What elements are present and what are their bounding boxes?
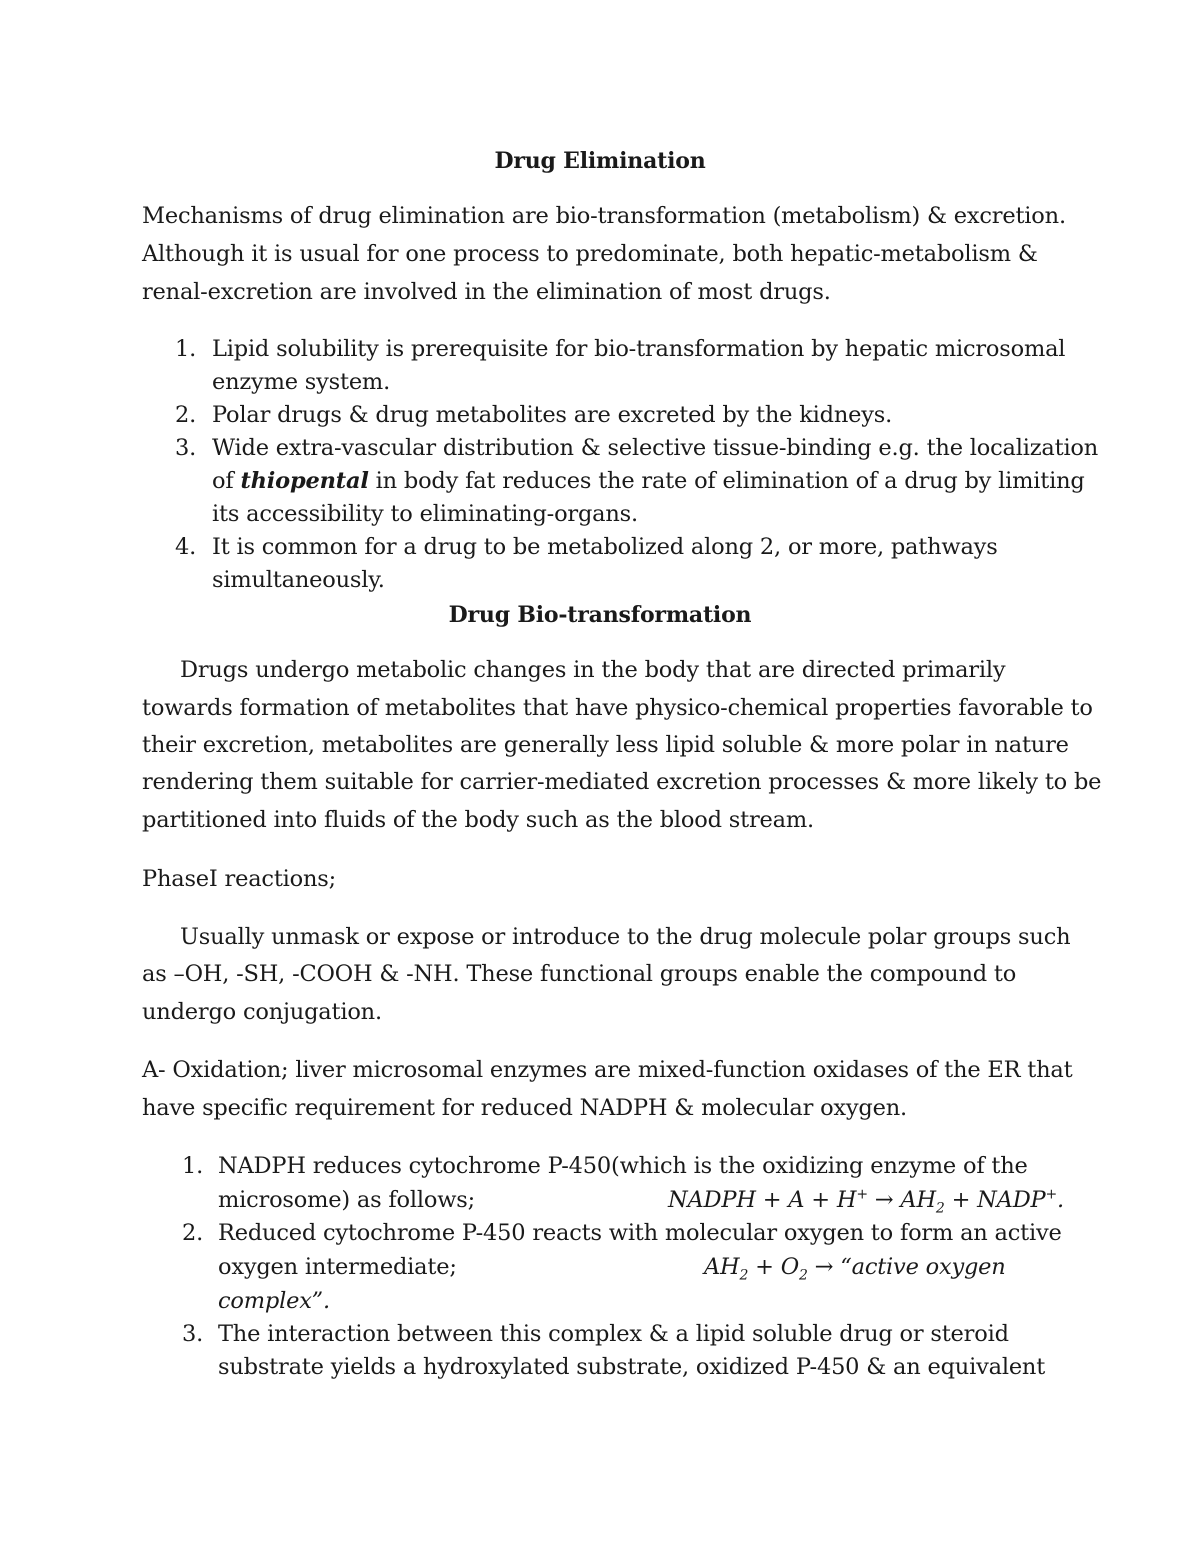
equation-nadph xyxy=(668,1186,1064,1217)
eq-text: AH xyxy=(704,1254,740,1280)
paragraph-line: partitioned into fluids of the body such as the blood stream. xyxy=(142,807,814,833)
eq-text: . xyxy=(1057,1187,1064,1213)
arrow-icon: → xyxy=(807,1254,841,1280)
eq-subscript: 2 xyxy=(799,1267,808,1284)
paragraph-line: their excretion, metabolites are generally less lipid soluble & more polar in nature xyxy=(142,732,1069,758)
list-item-line: It is common for a drug to be metabolized along 2, or more, pathways xyxy=(212,534,998,560)
list-number: 2. xyxy=(182,1220,204,1246)
list-item-text: in body fat reduces the rate of elimination of a drug by limiting xyxy=(368,468,1085,494)
list-number: 2. xyxy=(175,402,197,428)
list-number: 1. xyxy=(175,336,197,362)
paragraph-line: towards formation of metabolites that have physico-chemical properties favorable to xyxy=(142,695,1093,721)
list-number: 1. xyxy=(182,1153,204,1179)
list-item-line: its accessibility to eliminating-organs. xyxy=(212,501,638,527)
list-item-line: Wide extra-vascular distribution & selective tissue-binding e.g. the localization xyxy=(212,435,1099,461)
list-item-line: simultaneously. xyxy=(212,567,385,593)
list-item-line: substrate yields a hydroxylated substrate, oxidized P-450 & an equivalent xyxy=(218,1354,1046,1380)
list-item-line: enzyme system. xyxy=(212,369,391,395)
list-item-line: microsome) as follows; xyxy=(218,1187,476,1213)
eq-superscript: + xyxy=(856,1186,868,1203)
eq-text: “active oxygen xyxy=(840,1254,1006,1280)
paragraph-line: Drugs undergo metabolic changes in the body that are directed primarily xyxy=(180,657,1006,683)
list-item-line: The interaction between this complex & a lipid soluble drug or steroid xyxy=(218,1321,1009,1347)
page-title: Drug Elimination xyxy=(494,148,706,174)
list-item-line: Reduced cytochrome P-450 reacts with molecular oxygen to form an active xyxy=(218,1220,1062,1246)
paragraph-line: undergo conjugation. xyxy=(142,999,382,1025)
eq-superscript: + xyxy=(1045,1186,1058,1203)
list-item-line: Polar drugs & drug metabolites are excreted by the kidneys. xyxy=(212,402,893,428)
paragraph-line: Usually unmask or expose or introduce to the drug molecule polar groups such xyxy=(180,924,1071,950)
list-item-line: oxygen intermediate; xyxy=(218,1254,457,1280)
paragraph-line: rendering them suitable for carrier-mediated excretion processes & more likely to be xyxy=(142,769,1102,795)
paragraph-line: as –OH, -SH, -COOH & -NH. These functional groups enable the compound to xyxy=(142,961,1017,987)
list-number: 3. xyxy=(182,1321,204,1347)
intro-line: Mechanisms of drug elimination are bio-transformation (metabolism) & excretion. xyxy=(142,203,1066,229)
drug-name: thiopental xyxy=(240,468,369,494)
equation-oxygen xyxy=(704,1254,1006,1284)
list-item-line: NADPH reduces cytochrome P-450(which is the oxidizing enzyme of the xyxy=(218,1153,1028,1179)
eq-text: + NADP xyxy=(944,1187,1046,1213)
eq-text: NADPH + A + H xyxy=(668,1187,857,1213)
paragraph-line: have specific requirement for reduced NADPH & molecular oxygen. xyxy=(142,1095,907,1121)
paragraph-line: A- Oxidation; liver microsomal enzymes are mixed-function oxidases of the ER that xyxy=(142,1057,1073,1083)
intro-line: renal-excretion are involved in the elimination of most drugs. xyxy=(142,279,831,305)
eq-text: + O xyxy=(748,1254,800,1280)
list-item-text: of xyxy=(212,468,241,494)
list-number: 4. xyxy=(175,534,197,560)
list-item-line: Lipid solubility is prerequisite for bio-transformation by hepatic microsomal xyxy=(212,336,1066,362)
intro-line: Although it is usual for one process to predominate, both hepatic-metabolism & xyxy=(142,241,1038,267)
phase-heading: PhaseI reactions; xyxy=(142,866,337,892)
arrow-icon: → xyxy=(867,1187,901,1213)
list-item-line: complex”. xyxy=(218,1288,330,1314)
eq-text: AH xyxy=(900,1187,936,1213)
eq-subscript: 2 xyxy=(935,1200,945,1217)
list-number: 3. xyxy=(175,435,197,461)
section-title: Drug Bio-transformation xyxy=(448,602,752,628)
list-item-line xyxy=(212,468,1085,494)
eq-subscript: 2 xyxy=(739,1267,749,1284)
